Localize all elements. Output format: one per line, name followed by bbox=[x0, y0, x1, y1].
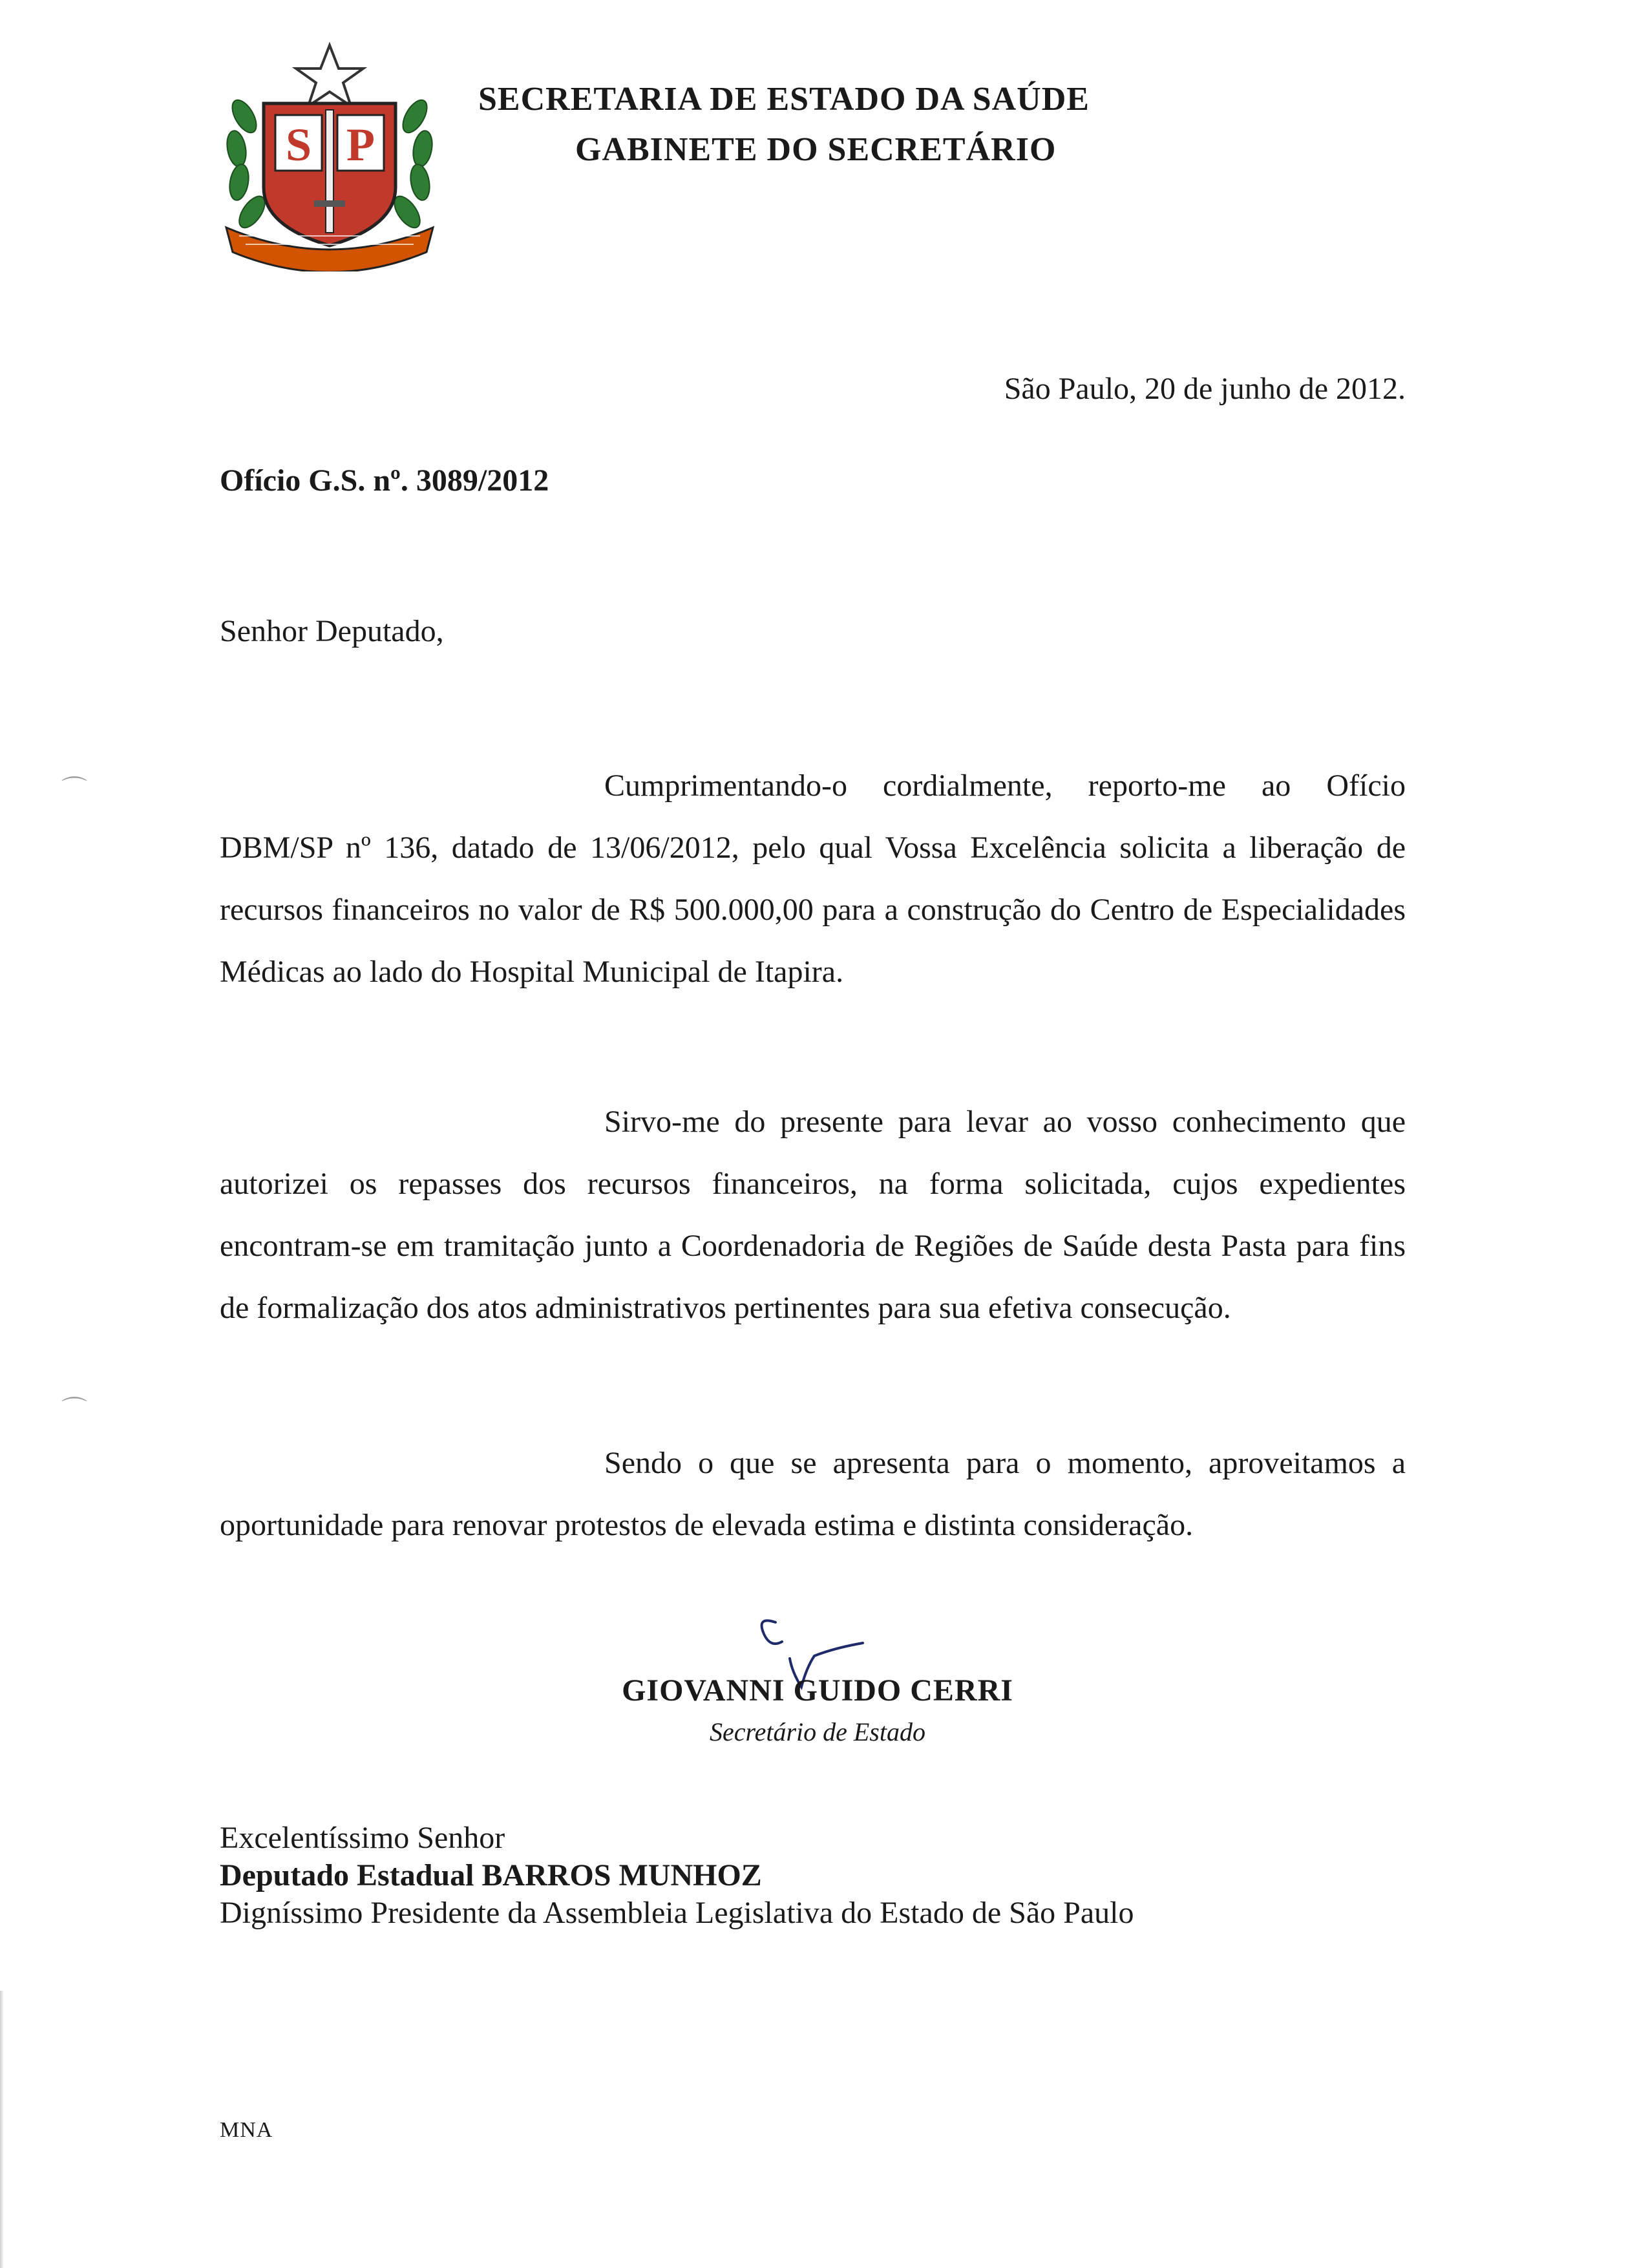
typist-initials: MNA bbox=[220, 2118, 273, 2142]
body-paragraph-2: Sirvo-me do presente para levar ao vosso conhecimento que autorizei os repasses dos recursos financeiros, na forma solicitada, cujos expedientes encontram-se em tramitação junto a Coordenadoria de Regiões de Saúde desta Pasta para fins de formalização dos atos administrativos pertinentes para sua efetiva consecução. bbox=[220, 1105, 1406, 1325]
scan-mark: ⌒ bbox=[61, 775, 87, 804]
office-name: GABINETE DO SECRETÁRIO bbox=[575, 131, 1057, 168]
sao-paulo-coat-of-arms-logo bbox=[213, 39, 446, 271]
document-reference: Ofício G.S. nº. 3089/2012 bbox=[220, 463, 549, 498]
signatory-block bbox=[614, 1675, 1021, 1745]
scan-mark: ⌒ bbox=[61, 1395, 87, 1425]
recipient-block bbox=[220, 1819, 1134, 1932]
department-name: SECRETARIA DE ESTADO DA SAÚDE bbox=[478, 81, 1090, 118]
recipient-position: Digníssimo Presidente da Assembleia Legislativa do Estado de São Paulo bbox=[220, 1896, 1134, 1930]
signatory-title: Secretário de Estado bbox=[709, 1717, 925, 1746]
body-paragraph-3: Sendo o que se apresenta para o momento, aproveitamos a oportunidade para renovar protestos de elevada estima e distinta consideração. bbox=[220, 1446, 1406, 1542]
salutation: Senhor Deputado, bbox=[220, 614, 444, 648]
recipient-greeting: Excelentíssimo Senhor bbox=[220, 1821, 505, 1855]
scan-edge bbox=[0, 1991, 4, 2268]
svg-text:S: S bbox=[285, 119, 312, 171]
recipient-name: Deputado Estadual BARROS MUNHOZ bbox=[220, 1858, 762, 1892]
svg-text:P: P bbox=[346, 119, 375, 171]
letterhead bbox=[478, 83, 1189, 167]
date-line: São Paulo, 20 de junho de 2012. bbox=[1004, 372, 1406, 406]
signatory-name: GIOVANNI GUIDO CERRI bbox=[622, 1673, 1013, 1708]
body-paragraph-1: Cumprimentando-o cordialmente, reporto-me ao Ofício DBM/SP nº 136, datado de 13/06/2012, pelo qual Vossa Excelência solicita a liberação de recursos financeiros no valor de R$ 500.000,00 para a construção do Centro de Especialidades Médicas ao lado do Hospital Municipal de Itapira. bbox=[220, 768, 1406, 989]
